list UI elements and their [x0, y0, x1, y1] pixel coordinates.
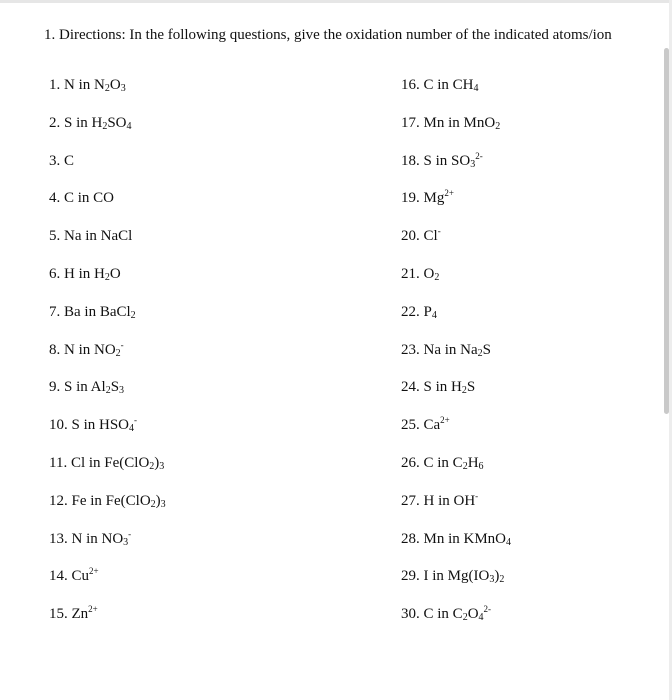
question-item [49, 604, 166, 642]
question-item [401, 453, 511, 491]
question-column-left [49, 75, 166, 642]
question-text: $Mg^{2+}$ [423, 188, 454, 207]
question-number: 10. [49, 417, 68, 434]
question-text: $Ca^{2+}$ [423, 415, 450, 434]
question-number: 19. [401, 190, 420, 207]
question-number: 6. [49, 265, 61, 282]
question-text: $O_2$ [423, 265, 440, 283]
question-item [49, 302, 166, 340]
question-item [49, 151, 166, 189]
question-number: 1. [49, 77, 61, 93]
question-item [401, 226, 511, 264]
question-text: S in $Al_2S_3$ [64, 379, 125, 397]
question-item [49, 529, 166, 567]
question-text: Cl in $Fe(ClO_2)_3$ [70, 454, 165, 472]
question-number: 9. [49, 379, 61, 396]
question-text: S in $HSO_4^-$ [71, 415, 138, 435]
question-item [49, 226, 166, 264]
question-text: Na in $Na_2S$ [423, 341, 491, 359]
question-item [401, 340, 511, 378]
question-item [49, 566, 166, 604]
question-text: N in $NO_2^-$ [64, 339, 124, 359]
question-text: I in $Mg(IO_3)_2$ [423, 568, 505, 586]
question-text: C in $C_2O_4^{2-}$ [423, 604, 492, 624]
question-item [49, 491, 166, 529]
question-number: 15. [49, 606, 68, 623]
question-number: 12. [49, 492, 68, 509]
question-number: 29. [401, 568, 420, 585]
question-number: 13. [49, 530, 68, 547]
question-text: S in $SO_3^{2-}$ [423, 150, 483, 170]
question-item [49, 377, 166, 415]
question-item [49, 340, 166, 378]
question-number: 11. [49, 454, 68, 471]
question-number: 16. [401, 77, 420, 93]
question-number: 22. [401, 303, 420, 320]
question-text: $Zn^{2+}$ [71, 604, 98, 623]
question-text: N in $N_2O_3$ [64, 77, 126, 94]
question-number: 25. [401, 417, 420, 434]
question-item [401, 415, 511, 453]
question-item [401, 377, 511, 415]
question-text: Mn in KMnO$_4$ [423, 530, 512, 548]
question-number: 30. [401, 606, 420, 623]
question-text: $P_4$ [423, 303, 437, 321]
vertical-scrollbar[interactable] [664, 48, 669, 414]
question-text: S in $H_2S$ [423, 379, 476, 397]
question-item [401, 188, 511, 226]
question-item [49, 75, 166, 113]
question-item [401, 151, 511, 189]
question-item [49, 113, 166, 151]
question-number: 20. [401, 228, 420, 245]
question-item [401, 113, 511, 151]
question-item [401, 491, 511, 529]
question-number: 7. [49, 303, 61, 320]
question-number: 27. [401, 492, 420, 509]
question-number: 24. [401, 379, 420, 396]
question-item [49, 264, 166, 302]
question-item [401, 75, 511, 113]
question-text: Na in NaCl [64, 228, 133, 245]
question-column-right [401, 75, 511, 642]
question-number: 28. [401, 530, 420, 547]
question-item [401, 604, 511, 642]
question-item [401, 566, 511, 604]
question-item [401, 264, 511, 302]
directions-heading: 1. Directions: In the following questions, give the oxidation number of the indicated atoms/ion [44, 27, 612, 43]
question-item [49, 188, 166, 226]
question-number: 5. [49, 228, 61, 245]
window-top-edge [0, 0, 672, 3]
question-number: 8. [49, 341, 61, 358]
question-text: H in OH- [423, 490, 479, 509]
question-text: Cl- [423, 226, 441, 245]
question-text: C in $C_2H_6$ [423, 454, 484, 472]
question-number: 14. [49, 568, 68, 585]
question-text: C in CO [64, 190, 115, 207]
question-number: 3. [49, 152, 61, 169]
question-number: 23. [401, 341, 420, 358]
question-number: 4. [49, 190, 61, 207]
question-number: 21. [401, 265, 420, 282]
question-item [49, 415, 166, 453]
question-text: C [64, 152, 75, 169]
question-text: N in $NO_3^-$ [71, 528, 132, 548]
question-number: 26. [401, 454, 420, 471]
question-text: $Cu^{2+}$ [71, 566, 99, 585]
question-text: Mn in MnO$_2$ [423, 114, 501, 132]
question-number: 2. [49, 114, 61, 131]
question-text: H in $H_2O$ [64, 265, 121, 283]
question-text: S in $H_2SO_4$ [64, 114, 132, 132]
question-text: C in $CH_4$ [423, 77, 479, 94]
question-item [49, 453, 166, 491]
question-text: Ba in BaCl$_2$ [64, 303, 136, 321]
question-item [401, 302, 511, 340]
question-number: 18. [401, 152, 420, 169]
question-item [401, 529, 511, 567]
question-text: Fe in $Fe(ClO_2)_3$ [71, 492, 166, 510]
question-number: 17. [401, 114, 420, 131]
